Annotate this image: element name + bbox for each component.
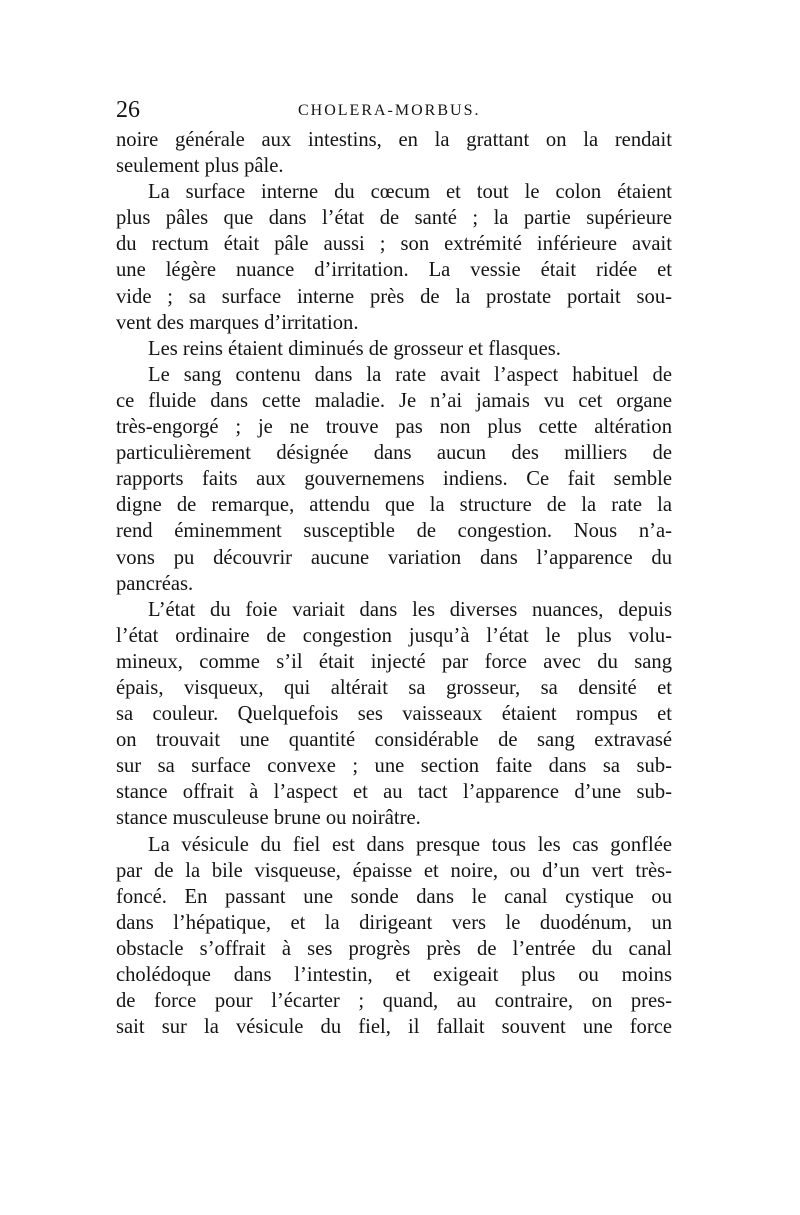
text-line: pancréas.	[116, 572, 194, 595]
page-header	[116, 96, 672, 124]
text-line: rapports faits aux gouvernemens indiens. Ce fait semble	[116, 468, 672, 491]
text-line: par de la bile visqueuse, épaisse et noire, ou d’un vert très-	[116, 859, 672, 882]
text-line: du rectum était pâle aussi ; son extrémité inférieure avait	[116, 233, 672, 256]
text-line: on trouvait une quantité considérable de sang extravasé	[116, 729, 672, 752]
text-line: vide ; sa surface interne près de la prostate portait sou-	[116, 285, 672, 308]
text-line: rend éminemment susceptible de congestion. Nous n’a-	[116, 520, 672, 543]
paragraph	[116, 336, 672, 362]
paragraph	[116, 362, 672, 597]
page-number: 26	[116, 97, 140, 123]
text-line: vent des marques d’irritation.	[116, 311, 359, 334]
text-line: très-engorgé ; je ne trouve pas non plus cette altération	[116, 416, 672, 439]
text-line: vons pu découvrir aucune variation dans l’apparence du	[116, 546, 672, 569]
paragraph	[116, 179, 672, 336]
text-line: stance offrait à l’aspect et au tact l’apparence d’une sub-	[116, 781, 672, 804]
paragraph	[116, 597, 672, 832]
text-line: sur sa surface convexe ; une section faite dans sa sub-	[116, 755, 672, 778]
page-body	[116, 127, 672, 1040]
text-line: Le sang contenu dans la rate avait l’aspect habituel de	[148, 363, 672, 386]
text-line: de force pour l’écarter ; quand, au contraire, on pres-	[116, 990, 672, 1013]
text-line: cholédoque dans l’intestin, et exigeait plus ou moins	[116, 964, 672, 986]
text-line: dans l’hépatique, et la dirigeant vers le duodénum, un	[116, 911, 672, 934]
text-line: sait sur la vésicule du fiel, il fallait souvent une force	[116, 1016, 672, 1039]
text-line: épais, visqueux, qui altérait sa grosseur, sa densité et	[116, 676, 672, 699]
text-line: noire générale aux intestins, en la grattant on la rendait	[116, 129, 672, 151]
text-line: une légère nuance d’irritation. La vessie était ridée et	[116, 259, 672, 282]
paragraph	[116, 127, 672, 179]
text-line: foncé. En passant une sonde dans le canal cystique ou	[116, 885, 672, 908]
text-line: mineux, comme s’il était injecté par force avec du sang	[116, 650, 672, 673]
text-line: l’état ordinaire de congestion jusqu’à l’état le plus volu-	[116, 624, 672, 647]
text-line: La surface interne du cœcum et tout le colon étaient	[148, 181, 672, 204]
text-line: seulement plus pâle.	[116, 155, 284, 178]
text-line: La vésicule du fiel est dans presque tous les cas gonflée	[148, 833, 672, 856]
text-line: sa couleur. Quelquefois ses vaisseaux étaient rompus et	[116, 703, 672, 726]
text-line: plus pâles que dans l’état de santé ; la partie supérieure	[116, 207, 672, 230]
running-title: CHOLERA-MORBUS.	[298, 102, 481, 119]
text-line: particulièrement désignée dans aucun des milliers de	[116, 442, 672, 465]
text-line: obstacle s’offrait à ses progrès près de l’entrée du canal	[116, 937, 672, 960]
text-line: ce fluide dans cette maladie. Je n’ai jamais vu cet organe	[116, 389, 672, 412]
paragraph	[116, 832, 672, 1041]
text-line: stance musculeuse brune ou noirâtre.	[116, 807, 421, 830]
text-line: digne de remarque, attendu que la structure de la rate la	[116, 494, 672, 517]
text-line: Les reins étaient diminués de grosseur et flasques.	[148, 337, 561, 360]
text-line: L’état du foie variait dans les diverses nuances, depuis	[148, 598, 672, 621]
